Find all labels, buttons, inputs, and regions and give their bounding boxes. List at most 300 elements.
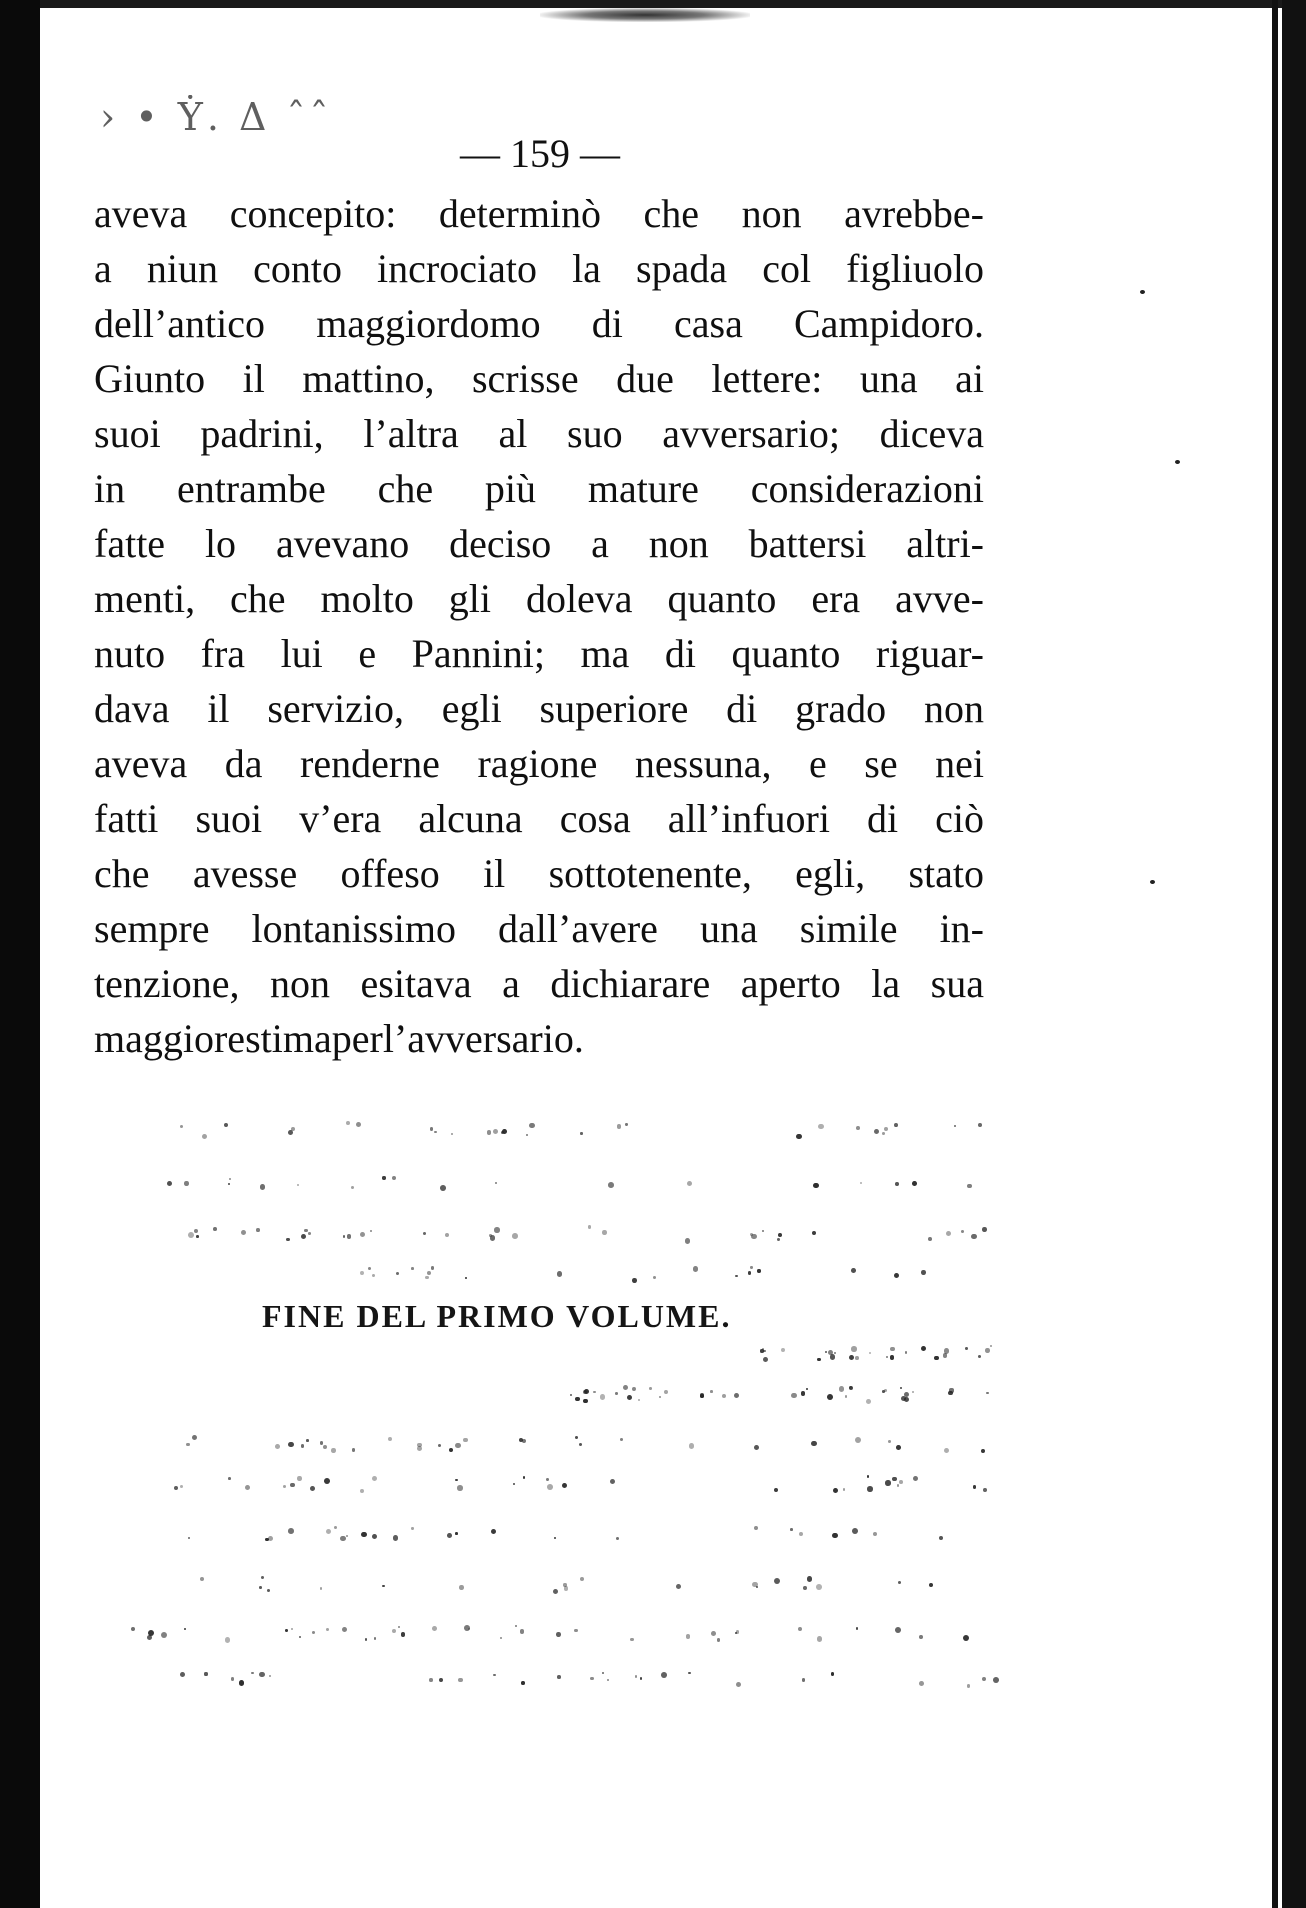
- speckle: [632, 1387, 636, 1391]
- speckle: [372, 1476, 377, 1481]
- speckle: [398, 1626, 400, 1628]
- speckle: [256, 1228, 260, 1232]
- speckle: [965, 1347, 968, 1350]
- speckle: [360, 1271, 364, 1275]
- word: aperto: [740, 961, 841, 1006]
- speckle: [600, 1394, 605, 1399]
- speckle: [579, 1443, 582, 1446]
- speckle: [901, 1396, 906, 1401]
- speckle: [625, 1123, 627, 1125]
- speckle: [813, 1183, 819, 1189]
- word: fatte: [94, 521, 166, 566]
- speckle: [688, 1672, 690, 1674]
- speckle: [194, 1229, 198, 1233]
- word: deciso: [449, 521, 552, 566]
- word: era: [811, 576, 861, 621]
- word: figliuolo: [846, 246, 984, 291]
- word: altri-: [906, 521, 984, 566]
- word: ma: [580, 631, 630, 676]
- speckle: [791, 1393, 796, 1398]
- speckle: [818, 1124, 824, 1130]
- speckle: [961, 1230, 964, 1233]
- word: scrisse: [471, 356, 579, 401]
- speckle: [267, 1589, 270, 1592]
- speckle: [757, 1269, 760, 1272]
- speckle: [259, 1586, 262, 1589]
- speckle: [985, 1348, 989, 1352]
- speckle: [890, 1355, 895, 1360]
- speckle: [184, 1628, 186, 1630]
- speckle: [372, 1534, 377, 1539]
- speckle: [259, 1672, 265, 1678]
- speckle: [825, 1351, 827, 1353]
- speckle: [326, 1529, 331, 1534]
- text-line: [94, 406, 984, 461]
- speckle: [1175, 460, 1180, 464]
- word: superiore: [539, 686, 689, 731]
- speckle: [971, 1234, 976, 1239]
- speckle: [324, 1478, 330, 1484]
- word: doleva: [525, 576, 633, 621]
- word: e: [809, 741, 827, 786]
- speckle: [529, 1123, 535, 1129]
- speckle: [856, 1126, 860, 1130]
- speckle: [299, 1636, 301, 1638]
- word: per: [331, 1016, 383, 1061]
- word: quanto: [667, 576, 777, 621]
- speckle: [748, 1271, 752, 1275]
- word: e: [358, 631, 377, 676]
- word: gli: [448, 576, 491, 621]
- word: riguar-: [875, 631, 984, 676]
- word: sua: [930, 961, 984, 1006]
- word: grado: [795, 686, 887, 731]
- word: il: [207, 686, 230, 731]
- word: mature: [587, 466, 699, 511]
- speckle: [796, 1134, 801, 1139]
- speckle: [590, 1677, 593, 1680]
- speckle: [711, 1631, 716, 1636]
- speckle: [855, 1356, 859, 1360]
- word: in: [94, 466, 126, 511]
- speckle: [347, 1234, 351, 1238]
- speckle: [843, 1488, 846, 1491]
- speckle: [839, 1386, 845, 1392]
- speckle: [260, 1184, 266, 1190]
- speckle: [867, 1486, 873, 1492]
- speckle: [803, 1586, 807, 1590]
- text-line: [94, 736, 984, 791]
- word: avversario;: [662, 411, 840, 456]
- speckle: [320, 1587, 322, 1589]
- speckle: [1150, 880, 1155, 884]
- word: ragione: [477, 741, 598, 786]
- speckle: [455, 1479, 457, 1481]
- speckle: [849, 1386, 852, 1389]
- speckle: [860, 1182, 863, 1185]
- speckle: [411, 1527, 413, 1529]
- word: egli: [441, 686, 502, 731]
- speckle: [202, 1134, 208, 1140]
- speckle: [610, 1479, 615, 1484]
- speckle: [204, 1672, 207, 1675]
- speckle: [429, 1678, 433, 1682]
- speckle: [392, 1176, 396, 1180]
- speckle: [754, 1445, 759, 1450]
- word: maggiordomo: [316, 301, 541, 346]
- speckle: [494, 1227, 499, 1232]
- speckle: [630, 1638, 633, 1641]
- speckle: [251, 1672, 254, 1675]
- speckle: [547, 1484, 553, 1490]
- right-edge-inner: [1272, 0, 1278, 1908]
- word: mattino,: [302, 356, 435, 401]
- word: incrociato: [377, 246, 537, 291]
- word: che: [230, 576, 286, 621]
- word: la: [871, 961, 901, 1006]
- word: avevano: [275, 521, 410, 566]
- word: non: [923, 686, 984, 731]
- speckle: [905, 1351, 907, 1353]
- speckle: [213, 1227, 217, 1231]
- speckle: [370, 1230, 372, 1232]
- word: maggiore: [94, 1016, 246, 1061]
- text-line: [94, 1011, 984, 1066]
- speckle: [762, 1230, 764, 1232]
- word: molto: [320, 576, 414, 621]
- speckle: [464, 1625, 470, 1631]
- word: a: [94, 246, 112, 291]
- word: nuto: [94, 631, 166, 676]
- speckle: [851, 1268, 856, 1273]
- word: simile: [799, 906, 898, 951]
- speckle: [148, 1630, 154, 1636]
- speckle: [490, 1235, 495, 1240]
- word: che: [377, 466, 434, 511]
- speckle: [943, 1353, 947, 1357]
- binding-edge: [0, 0, 40, 1908]
- word: la: [572, 246, 601, 291]
- word: dall’avere: [498, 906, 658, 951]
- speckle: [735, 1275, 738, 1278]
- speckle: [921, 1346, 926, 1351]
- word: egli,: [795, 851, 866, 896]
- speckle: [312, 1631, 315, 1634]
- text-line: [94, 901, 984, 956]
- speckle: [283, 1485, 286, 1488]
- speckle: [342, 1627, 347, 1632]
- speckle: [186, 1443, 190, 1447]
- speckle: [372, 1274, 375, 1277]
- speckle: [553, 1589, 558, 1594]
- word: di: [866, 796, 899, 841]
- speckle: [954, 1125, 956, 1127]
- word: avesse: [192, 851, 298, 896]
- speckle: [993, 1677, 999, 1683]
- speckle: [290, 1483, 294, 1487]
- speckle: [1140, 290, 1145, 294]
- speckle: [500, 1637, 502, 1639]
- speckle: [811, 1441, 817, 1447]
- word: più: [484, 466, 537, 511]
- speckle: [895, 1627, 901, 1633]
- speckle: [717, 1638, 720, 1641]
- speckle: [449, 1448, 453, 1452]
- speckle: [334, 1526, 337, 1529]
- speckle: [423, 1232, 426, 1235]
- word: servizio,: [267, 686, 404, 731]
- word: che: [94, 851, 150, 896]
- speckle: [912, 1391, 914, 1393]
- speckle: [431, 1266, 434, 1269]
- speckle: [851, 1346, 856, 1351]
- word: sempre: [94, 906, 210, 951]
- text-line: [94, 296, 984, 351]
- text-line: [94, 846, 984, 901]
- speckle: [898, 1581, 901, 1584]
- speckle: [685, 1238, 691, 1244]
- speckle: [495, 1182, 497, 1184]
- speckle: [275, 1444, 280, 1449]
- speckle: [188, 1232, 194, 1238]
- word: non: [270, 961, 331, 1006]
- speckle: [659, 1396, 661, 1398]
- speckle: [356, 1122, 361, 1127]
- word: nei: [935, 741, 984, 786]
- right-edge-outer: [1282, 0, 1306, 1908]
- word: diceva: [879, 411, 984, 456]
- text-line: [94, 516, 984, 571]
- speckle: [967, 1184, 971, 1188]
- word: menti,: [94, 576, 196, 621]
- speckle: [710, 1390, 713, 1393]
- page-number: — 159 —: [460, 131, 620, 176]
- speckle: [856, 1627, 859, 1630]
- speckle: [557, 1675, 561, 1679]
- header-stamp: › • Ẏ. Δ ˆˆ: [100, 95, 333, 139]
- word: aveva: [94, 191, 188, 236]
- speckle: [801, 1391, 806, 1396]
- word: lui: [280, 631, 323, 676]
- speckle: [432, 1626, 437, 1631]
- speckle: [180, 1125, 183, 1128]
- speckle: [228, 1183, 230, 1185]
- speckle: [649, 1387, 652, 1390]
- speckle: [459, 1585, 464, 1590]
- speckle: [308, 1232, 311, 1235]
- speckle: [231, 1677, 235, 1681]
- word: a: [591, 521, 609, 566]
- speckle: [239, 1680, 245, 1686]
- speckle: [285, 1629, 288, 1632]
- speckle: [392, 1629, 396, 1633]
- speckle: [885, 1480, 890, 1485]
- speckle: [465, 1277, 467, 1279]
- speckle: [463, 1438, 467, 1442]
- speckle: [564, 1586, 569, 1591]
- speckle: [427, 1271, 431, 1275]
- speckle: [515, 1625, 517, 1627]
- text-line: [94, 351, 984, 406]
- word: di: [591, 301, 623, 346]
- speckle: [487, 1130, 492, 1135]
- word: dichiarare: [550, 961, 711, 1006]
- speckle: [457, 1485, 463, 1491]
- speckle: [882, 1132, 885, 1135]
- speckle: [188, 1537, 191, 1540]
- word: battersi: [748, 521, 867, 566]
- word: in-: [939, 906, 984, 951]
- word: Pannini;: [411, 631, 545, 676]
- end-title: FINE DEL PRIMO VOLUME.: [262, 1298, 732, 1334]
- speckle: [180, 1672, 185, 1677]
- speckle: [512, 1233, 518, 1239]
- speckle: [781, 1348, 785, 1352]
- speckle: [830, 1354, 836, 1360]
- speckle: [304, 1229, 308, 1233]
- speckle: [447, 1533, 452, 1538]
- speckle: [661, 1672, 667, 1678]
- speckle: [351, 1186, 354, 1189]
- speckle: [929, 1583, 933, 1587]
- speckle: [888, 1440, 891, 1443]
- speckle: [417, 1446, 423, 1452]
- speckle: [736, 1630, 740, 1634]
- speckle: [291, 1628, 293, 1630]
- speckle: [451, 1133, 453, 1135]
- speckle: [584, 1389, 589, 1394]
- speckle: [687, 1181, 692, 1186]
- speckle: [556, 1632, 561, 1637]
- speckle: [526, 1134, 528, 1136]
- speckle: [896, 1445, 901, 1450]
- speckle: [522, 1439, 526, 1443]
- speckle: [583, 1399, 588, 1404]
- speckle: [640, 1677, 642, 1679]
- speckle: [617, 1124, 622, 1129]
- speckle: [763, 1357, 768, 1362]
- speckle: [161, 1632, 167, 1638]
- speckle: [982, 1677, 987, 1682]
- text-line: [94, 571, 984, 626]
- word: di: [664, 631, 696, 676]
- speckle: [593, 1391, 596, 1394]
- speckle: [866, 1399, 871, 1404]
- speckle: [343, 1235, 346, 1238]
- word: renderne: [300, 741, 440, 786]
- speckle: [620, 1438, 623, 1441]
- word: esitava: [360, 961, 472, 1006]
- text-line: [94, 681, 984, 736]
- word: ciò: [935, 796, 984, 841]
- speckle: [360, 1489, 364, 1493]
- speckle: [827, 1394, 833, 1400]
- speckle: [812, 1231, 816, 1235]
- speckle: [174, 1486, 178, 1490]
- speckle: [445, 1233, 449, 1237]
- speckle: [588, 1225, 591, 1228]
- speckle: [192, 1435, 197, 1440]
- speckle: [575, 1397, 579, 1401]
- word: entrambe: [176, 466, 326, 511]
- speckle: [131, 1627, 135, 1631]
- speckle: [570, 1394, 572, 1396]
- speckle: [241, 1230, 247, 1236]
- speckle: [225, 1637, 231, 1643]
- speckle: [374, 1637, 377, 1640]
- speckle: [434, 1131, 437, 1134]
- speckle: [777, 1238, 780, 1241]
- word: se: [864, 741, 898, 786]
- speckle: [894, 1123, 898, 1127]
- speckle: [575, 1436, 578, 1439]
- speckle: [869, 1352, 871, 1354]
- speckle: [831, 1672, 834, 1675]
- speckle: [382, 1585, 384, 1587]
- word: sottotenente,: [548, 851, 752, 896]
- speckle: [602, 1230, 606, 1234]
- speckle: [361, 1532, 367, 1538]
- speckle: [802, 1678, 805, 1681]
- speckle: [180, 1485, 183, 1488]
- word: non: [648, 521, 709, 566]
- speckle: [894, 1273, 899, 1278]
- speckle: [946, 1231, 951, 1236]
- speckle: [912, 1181, 917, 1186]
- speckle: [346, 1121, 350, 1125]
- text-line: [94, 241, 984, 296]
- speckle: [686, 1634, 690, 1638]
- word: aveva: [94, 741, 188, 786]
- body-text: [94, 186, 984, 1066]
- word: Campidoro.: [793, 301, 984, 346]
- speckle: [913, 1476, 918, 1481]
- speckle: [411, 1267, 414, 1270]
- speckle: [306, 1439, 309, 1442]
- speckle: [393, 1535, 399, 1541]
- speckle: [849, 1355, 855, 1361]
- speckle: [963, 1635, 969, 1641]
- speckle: [297, 1476, 301, 1480]
- speckle: [365, 1638, 368, 1641]
- speckle: [268, 1536, 273, 1541]
- word: casa: [674, 301, 743, 346]
- word: lettere:: [711, 356, 823, 401]
- speckle: [919, 1635, 923, 1639]
- speckle: [310, 1486, 315, 1491]
- speckle: [523, 1476, 525, 1478]
- speckle: [981, 1449, 985, 1453]
- word: determinò: [438, 191, 602, 236]
- speckle: [890, 1347, 894, 1351]
- word: concepito:: [229, 191, 397, 236]
- speckle: [852, 1528, 858, 1534]
- speckle: [320, 1441, 324, 1445]
- speckle: [323, 1445, 327, 1449]
- speckle: [196, 1235, 199, 1238]
- word: di: [726, 686, 758, 731]
- word: fatti: [94, 796, 159, 841]
- speckle: [224, 1123, 228, 1127]
- speckle: [382, 1176, 385, 1179]
- word: cosa: [559, 796, 631, 841]
- speckle: [608, 1182, 614, 1188]
- speckle: [832, 1533, 837, 1538]
- speckle: [790, 1528, 793, 1531]
- speckle: [884, 1127, 888, 1131]
- speckle: [438, 1444, 441, 1447]
- speckle: [855, 1437, 861, 1443]
